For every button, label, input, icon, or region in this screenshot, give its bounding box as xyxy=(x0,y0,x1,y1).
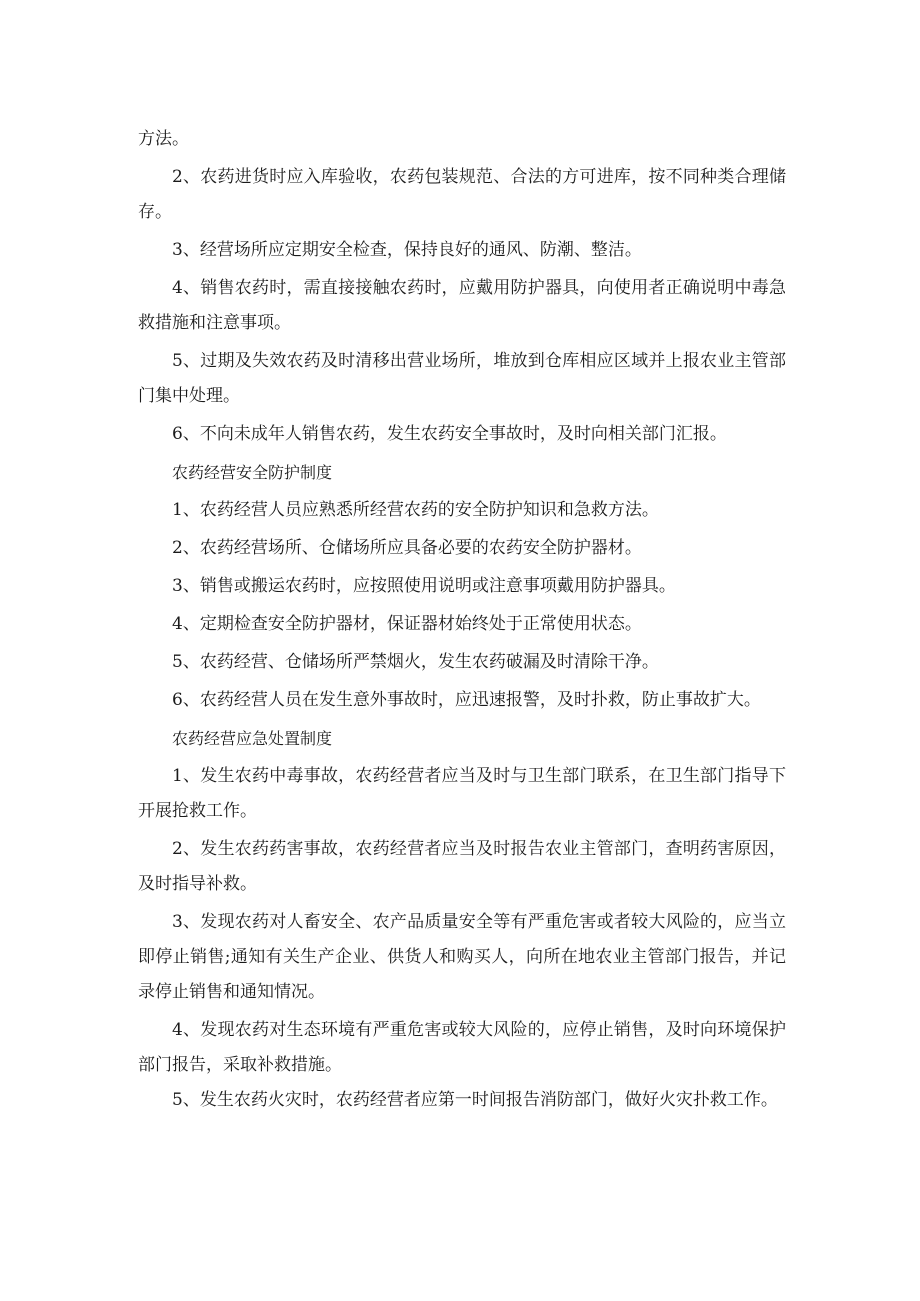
intro-tail: 方法。 xyxy=(138,129,189,149)
list-item: 6、农药经营人员在发生意外事故时，应迅速报警，及时扑救，防止事故扩大。 xyxy=(172,690,761,710)
list-item: 3、销售或搬运农药时，应按照使用说明或注意事项戴用防护器具。 xyxy=(172,576,676,596)
list-item: 4、定期检查安全防护器材，保证器材始终处于正常使用状态。 xyxy=(172,614,642,634)
list-item: 5、过期及失效农药及时清移出营业场所，堆放到仓库相应区域并上报农业主管部门集中处理。 xyxy=(138,351,786,406)
list-item: 6、不向未成年人销售农药，发生农药安全事故时，及时向相关部门汇报。 xyxy=(172,424,727,444)
list-item: 2、发生农药药害事故，农药经营者应当及时报告农业主管部门，查明药害原因，及时指导补救。 xyxy=(138,839,786,894)
list-item: 3、发现农药对人畜安全、农产品质量安全等有严重危害或者较大风险的，应当立即停止销售;通知有关生产企业、供货人和购买人，向所在地农业主管部门报告，并记录停止销售和通知情况。 xyxy=(138,912,786,1002)
list-item: 2、农药进货时应入库验收，农药包装规范、合法的方可进库，按不同种类合理储存。 xyxy=(138,167,786,222)
section-title: 农药经营安全防护制度 xyxy=(172,463,333,482)
section-title: 农药经营应急处置制度 xyxy=(172,729,333,748)
list-item: 5、农药经营、仓储场所严禁烟火，发生农药破漏及时清除干净。 xyxy=(172,652,659,672)
document-page xyxy=(138,122,786,1118)
list-item: 1、农药经营人员应熟悉所经营农药的安全防护知识和急救方法。 xyxy=(172,500,659,520)
list-item: 4、发现农药对生态环境有严重危害或较大风险的，应停止销售，及时向环境保护部门报告，采取补救措施。 xyxy=(138,1020,786,1075)
section-storage-sales xyxy=(138,160,786,452)
list-item: 4、销售农药时，需直接接触农药时，应戴用防护器具，向使用者正确说明中毒急救措施和注意事项。 xyxy=(138,278,786,333)
section-emergency-response xyxy=(138,721,786,1118)
list-item: 1、发生农药中毒事故，农药经营者应当及时与卫生部门联系，在卫生部门指导下开展抢救工作。 xyxy=(138,766,786,821)
list-item: 5、发生农药火灾时，农药经营者应第一时间报告消防部门，做好火灾扑救工作。 xyxy=(172,1090,778,1110)
list-item: 3、经营场所应定期安全检查，保持良好的通风、防潮、整洁。 xyxy=(172,240,642,260)
list-item: 2、农药经营场所、仓储场所应具备必要的农药安全防护器材。 xyxy=(172,538,642,558)
section-safety-protection xyxy=(138,455,786,718)
